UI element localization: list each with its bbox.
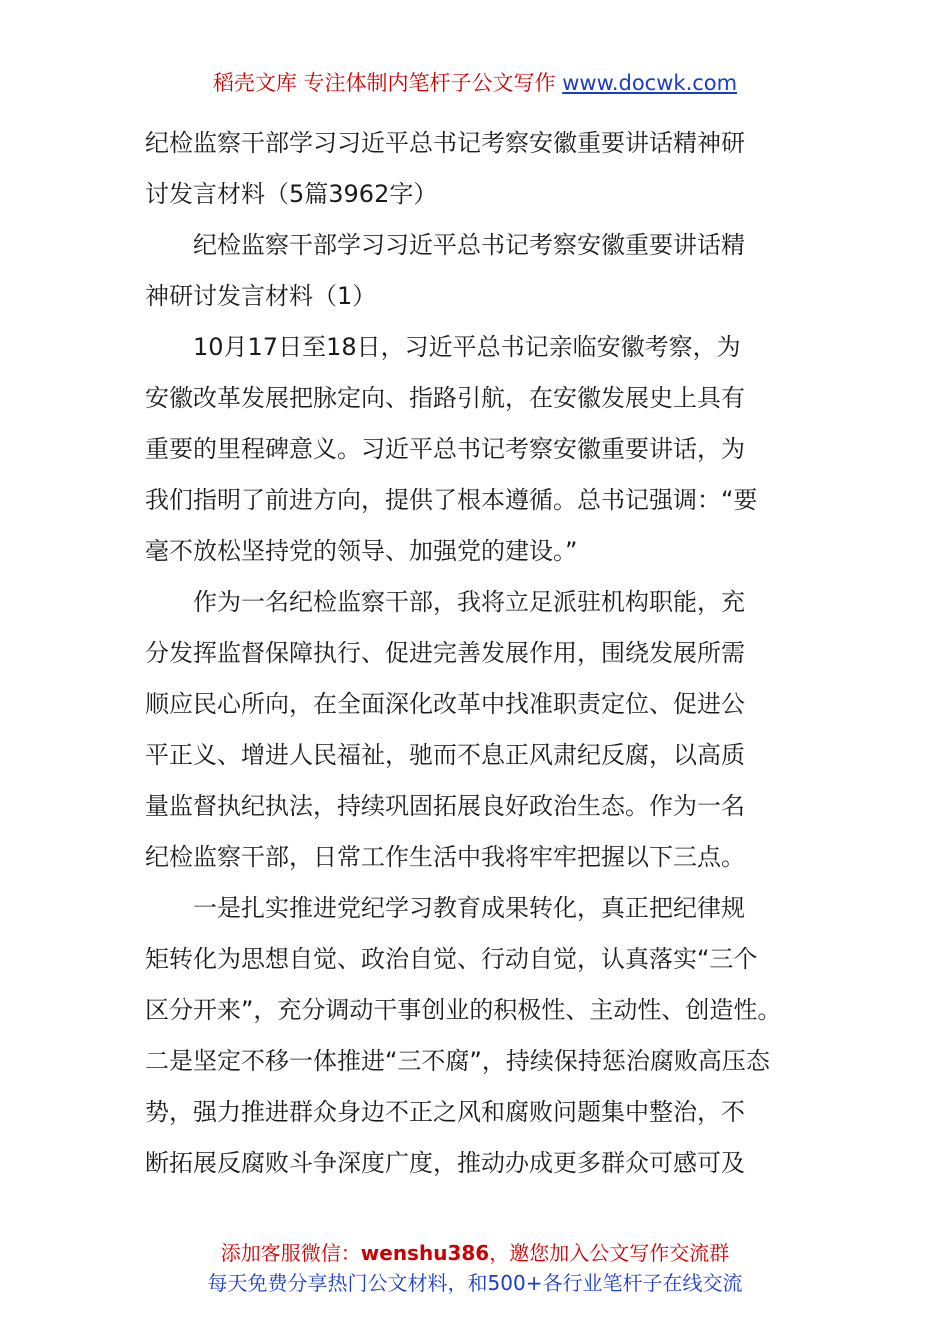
paragraph-line: 分发挥监督保障执行、促进完善发展作用，围绕发展所需 [145,639,745,667]
paragraph-line: 10月17日至18日，习近平总书记亲临安徽考察，为 [193,333,741,361]
paragraph-line: 作为一名纪检监察干部，我将立足派驻机构职能，充 [193,588,745,616]
paragraph-line: 势，强力推进群众身边不正之风和腐败问题集中整治，不 [145,1098,745,1126]
header-website-link[interactable]: www.docwk.com [562,71,738,95]
paragraph-line: 毫不放松坚持党的领导、加强党的建设。” [145,537,578,565]
footer-wechat-suffix: ，邀您加入公文写作交流群 [489,1241,730,1265]
footer-wechat-prefix: 添加客服微信： [220,1241,361,1265]
section-heading-line-2: 神研讨发言材料（1） [145,282,377,310]
paragraph-line: 区分开来”，充分调动干事创业的积极性、主动性、创造性。 [145,996,782,1024]
header-brand-text: 稻壳文库 专注体制内笔杆子公文写作 [212,71,563,95]
paragraph-line: 我们指明了前进方向，提供了根本遵循。总书记强调：“要 [145,486,758,514]
doc-title-line-1: 纪检监察干部学习习近平总书记考察安徽重要讲话精神研 [145,129,745,157]
paragraph-line: 纪检监察干部，日常工作生活中我将牢牢把握以下三点。 [145,843,745,871]
paragraph-line: 重要的里程碑意义。习近平总书记考察安徽重要讲话，为 [145,435,745,463]
paragraph-line: 断拓展反腐败斗争深度广度，推动办成更多群众可感可及 [145,1149,745,1177]
paragraph-line: 量监督执纪执法，持续巩固拓展良好政治生态。作为一名 [145,792,745,820]
footer-wechat-id: wenshu386 [360,1241,490,1265]
paragraph-line: 安徽改革发展把脉定向、指路引航，在安徽发展史上具有 [145,384,745,412]
doc-title-line-2: 讨发言材料（5篇3962字） [145,180,438,208]
page-footer [0,1238,950,1298]
paragraph-line: 二是坚定不移一体推进“三不腐”，持续保持惩治腐败高压态 [145,1047,770,1075]
paragraph-line: 顺应民心所向，在全面深化改革中找准职责定位、促进公 [145,690,745,718]
footer-promo-line: 每天免费分享热门公文材料，和500+各行业笔杆子在线交流 [207,1271,743,1295]
paragraph-line: 平正义、增进人民福祉，驰而不息正风肃纪反腐，以高质 [145,741,745,769]
paragraph-line: 矩转化为思想自觉、政治自觉、行动自觉，认真落实“三个 [145,945,758,973]
page-header [0,68,950,98]
footer-wechat-line [0,1238,950,1268]
section-heading-line-1: 纪检监察干部学习习近平总书记考察安徽重要讲话精 [193,231,745,259]
paragraph-line: 一是扎实推进党纪学习教育成果转化，真正把纪律规 [193,894,745,922]
document-body [145,118,817,1189]
